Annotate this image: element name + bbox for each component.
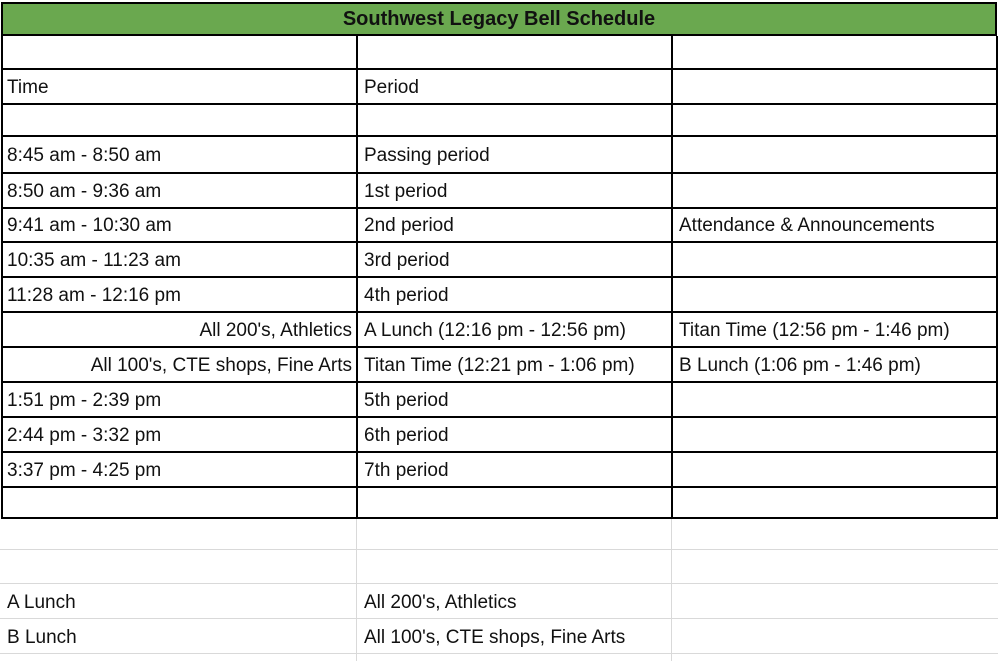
note-cell[interactable] <box>673 243 996 277</box>
period-cell[interactable]: 2nd period <box>364 215 454 236</box>
note-cell[interactable] <box>673 174 996 208</box>
period-cell[interactable]: Passing period <box>364 145 490 166</box>
group-cell[interactable]: All 200's, Athletics <box>199 319 352 341</box>
grid-line <box>1 517 997 519</box>
note-cell[interactable] <box>673 418 996 452</box>
grid-line <box>0 583 998 584</box>
period-cell[interactable]: 7th period <box>364 459 449 481</box>
period-cell[interactable]: 4th period <box>364 284 449 306</box>
period-cell[interactable]: 3rd period <box>364 249 450 271</box>
period-cell[interactable]: A Lunch (12:16 pm - 12:56 pm) <box>364 319 626 341</box>
note-cell[interactable]: Attendance & Announcements <box>679 215 935 236</box>
note-cell[interactable]: Titan Time (12:56 pm - 1:46 pm) <box>679 319 950 341</box>
time-cell[interactable]: 3:37 pm - 4:25 pm <box>7 459 162 481</box>
sheet-title[interactable]: Southwest Legacy Bell Schedule <box>1 2 997 36</box>
note-cell[interactable] <box>673 278 996 312</box>
grid-line <box>0 549 998 550</box>
grid-line <box>671 519 672 661</box>
time-cell[interactable]: 10:35 am - 11:23 am <box>7 249 181 271</box>
legend-lunch-cell[interactable]: A Lunch <box>7 591 76 613</box>
time-cell[interactable]: 2:44 pm - 3:32 pm <box>7 424 162 446</box>
legend-groups-cell[interactable]: All 100's, CTE shops, Fine Arts <box>364 626 626 648</box>
note-cell[interactable] <box>673 453 996 487</box>
time-cell[interactable]: 8:50 am - 9:36 am <box>7 180 162 202</box>
header-note[interactable] <box>673 70 996 104</box>
legend-lunch-cell[interactable]: B Lunch <box>7 626 77 648</box>
grid-line <box>1 135 997 137</box>
time-cell[interactable]: 8:45 am - 8:50 am <box>7 145 162 166</box>
header-time[interactable]: Time <box>7 76 49 98</box>
note-cell[interactable] <box>673 383 996 417</box>
period-cell[interactable]: 5th period <box>364 389 449 411</box>
period-cell[interactable]: Titan Time (12:21 pm - 1:06 pm) <box>364 354 635 376</box>
note-cell[interactable] <box>673 138 996 173</box>
grid-line <box>356 519 357 661</box>
group-cell[interactable]: All 100's, CTE shops, Fine Arts <box>90 354 352 376</box>
time-cell[interactable]: 11:28 am - 12:16 pm <box>7 284 181 306</box>
time-cell[interactable]: 1:51 pm - 2:39 pm <box>7 389 162 411</box>
note-cell[interactable]: B Lunch (1:06 pm - 1:46 pm) <box>679 354 921 376</box>
legend-groups-cell[interactable]: All 200's, Athletics <box>364 591 517 613</box>
time-cell[interactable]: 9:41 am - 10:30 am <box>7 215 172 236</box>
period-cell[interactable]: 1st period <box>364 180 448 202</box>
header-period[interactable]: Period <box>364 76 419 98</box>
period-cell[interactable]: 6th period <box>364 424 449 446</box>
